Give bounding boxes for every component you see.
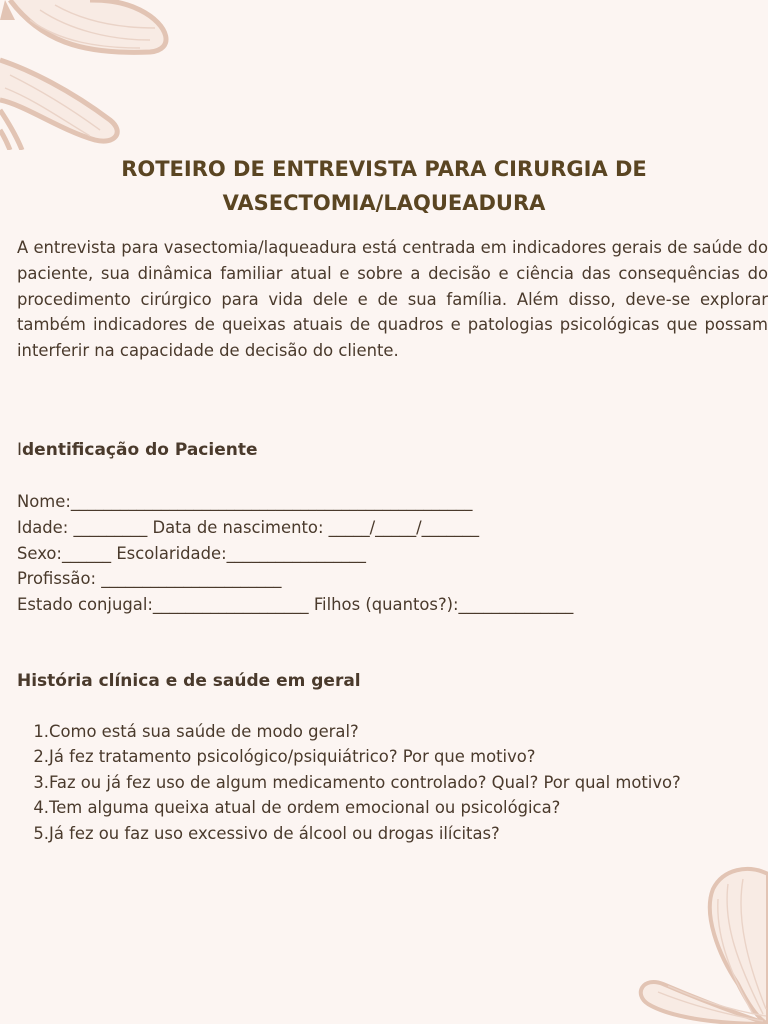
list-item [17, 770, 768, 795]
floral-decoration-bottom [628, 864, 768, 1024]
intro-paragraph: A entrevista para vasectomia/laqueadura está centrada em indicadores gerais de saúde do paciente, sua dinâmica familiar atual e sobre a decisão e ciência das consequências do procedimento cirúrgico para vida dele e de sua família. Além disso, deve-se explorar também indicadores de queixas atuais de quadros e patologias psicológicas que possam interferir na capacidade de decisão do cliente. [17, 238, 768, 361]
identification-form [17, 489, 757, 618]
list-item [17, 719, 768, 744]
title-line-2: VASECTOMIA/LAQUEADURA [222, 191, 546, 215]
question-number: 4. [33, 798, 49, 818]
question-number: 1. [33, 722, 49, 741]
title-line-1: ROTEIRO DE ENTREVISTA PARA CIRURGIA DE [121, 157, 647, 181]
identification-heading-rest: dentificação do Paciente [22, 440, 258, 460]
document-title [0, 152, 768, 220]
question-text: Já fez tratamento psicológico/psiquiátrico? Por que motivo? [49, 747, 536, 767]
floral-decoration-top [0, 0, 175, 150]
question-text: Faz ou já fez uso de algum medicamento controlado? Qual? Por qual motivo? [49, 772, 681, 792]
list-item [17, 821, 768, 846]
field-age-birthdate[interactable]: Idade: _________ Data de nascimento: _____/_____/_______ [17, 517, 480, 537]
field-marital-children[interactable]: Estado conjugal:___________________ Filhos (quantos?):______________ [17, 595, 574, 615]
field-sex-education[interactable]: Sexo:______ Escolaridade:_________________ [17, 543, 366, 563]
question-number: 2. [33, 747, 49, 767]
question-text: Como está sua saúde de modo geral? [49, 722, 359, 741]
question-number: 5. [33, 823, 49, 843]
list-item [17, 795, 768, 820]
field-profession[interactable]: Profissão: ______________________ [17, 569, 282, 589]
question-text: Tem alguma queixa atual de ordem emocional ou psicológica? [49, 798, 561, 818]
history-question-list [17, 719, 768, 846]
identification-heading-initial: I [17, 440, 23, 460]
history-heading: História clínica e de saúde em geral [17, 671, 361, 691]
question-text: Já fez ou faz uso excessivo de álcool ou drogas ilícitas? [49, 823, 500, 843]
identification-heading [17, 437, 258, 463]
question-number: 3. [33, 772, 49, 792]
list-item [17, 744, 768, 769]
field-name[interactable]: Nome:_________________________________________________ [17, 492, 473, 511]
